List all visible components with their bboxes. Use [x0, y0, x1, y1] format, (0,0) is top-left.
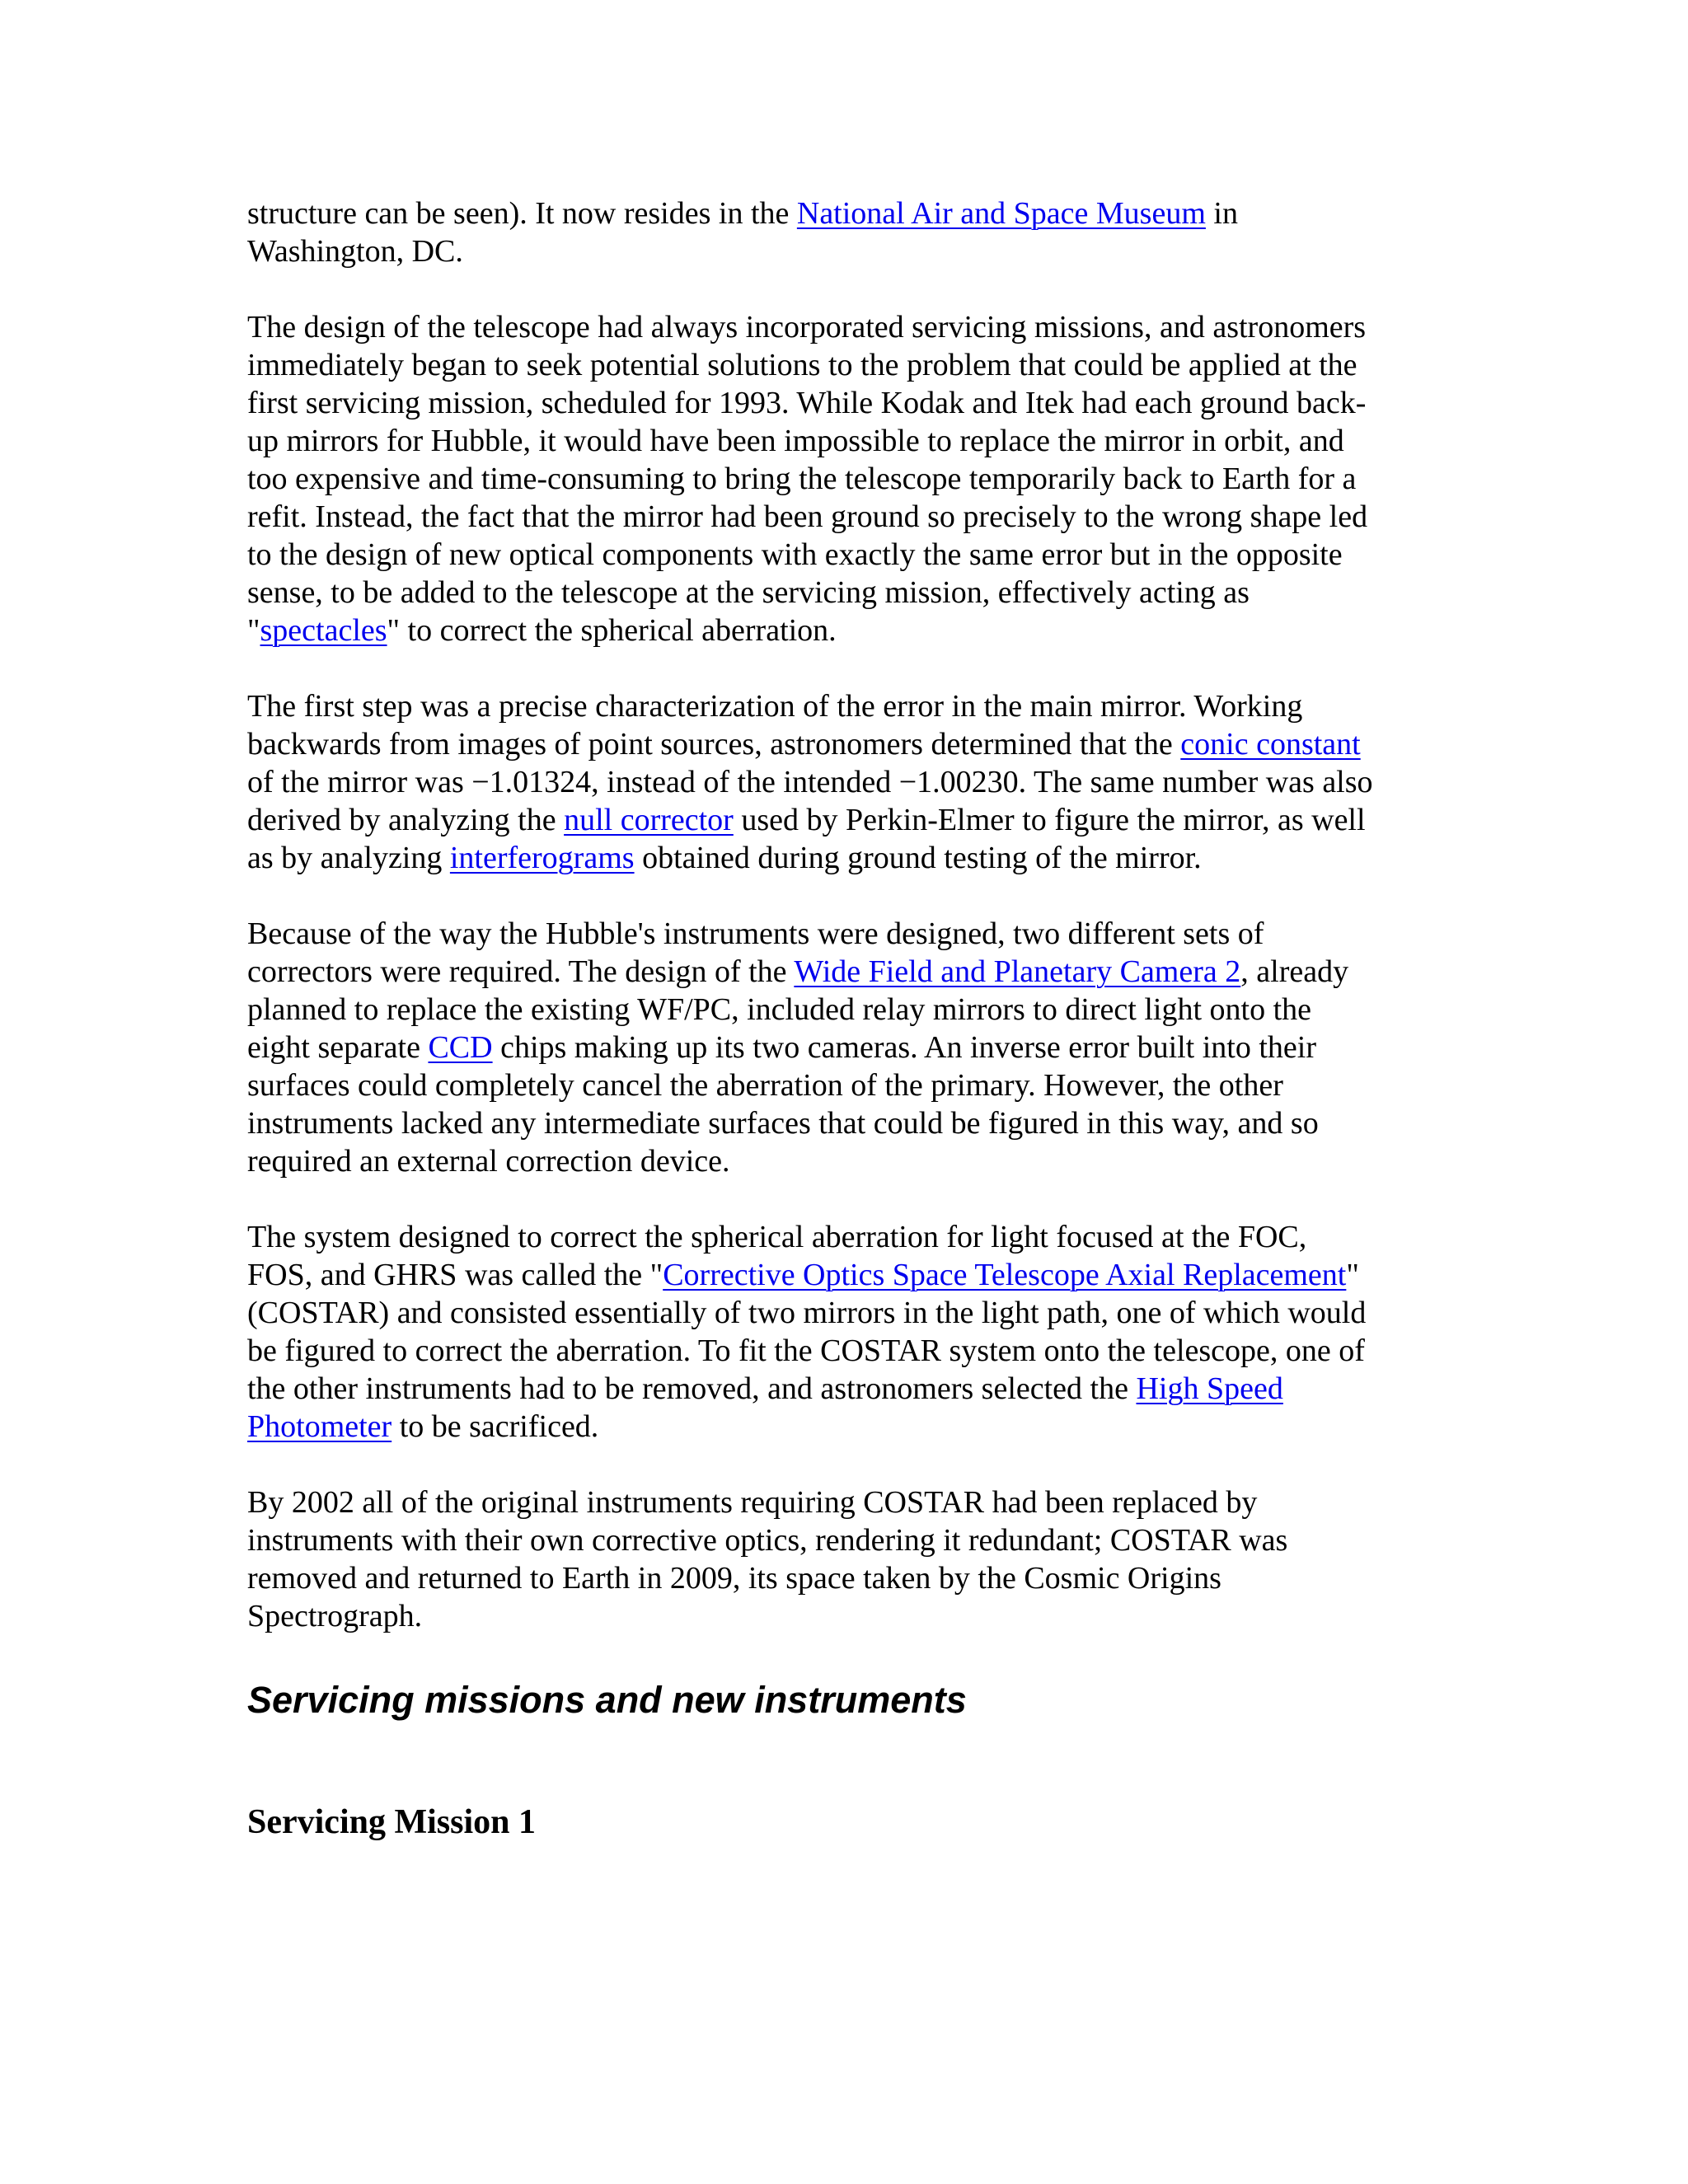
link-costar[interactable]: Corrective Optics Space Telescope Axial Replacement	[663, 1258, 1347, 1292]
text-line: structure can be seen). It now resides in the National Air and Space Museum in	[247, 196, 1238, 231]
text-line: instruments lacked any intermediate surfaces that could be figured in this way, and so	[247, 1106, 1319, 1141]
paragraph-costar	[247, 1218, 1451, 1446]
text-line: The system designed to correct the spherical aberration for light focused at the FOC,	[247, 1220, 1307, 1254]
link-ccd[interactable]: CCD	[428, 1030, 493, 1065]
link-interferograms[interactable]: interferograms	[449, 841, 635, 875]
text-line: required an external correction device.	[247, 1144, 730, 1179]
link-national-air-and-space-museum[interactable]: National Air and Space Museum	[796, 196, 1206, 231]
text-line: correctors were required. The design of the Wide Field and Planetary Camera 2, already	[247, 954, 1349, 989]
text-line: (COSTAR) and consisted essentially of two mirrors in the light path, one of which would	[247, 1296, 1367, 1330]
text-line: first servicing mission, scheduled for 1993. While Kodak and Itek had each ground back-	[247, 386, 1367, 420]
text-line: The design of the telescope had always incorporated servicing missions, and astronomers	[247, 310, 1367, 344]
link-wide-field-planetary-camera-2[interactable]: Wide Field and Planetary Camera 2	[794, 954, 1241, 989]
text-line: Washington, DC.	[247, 234, 463, 269]
text-line: refit. Instead, the fact that the mirror had been ground so precisely to the wrong shape led	[247, 499, 1368, 534]
text-line: Photometer to be sacrificed.	[247, 1409, 599, 1444]
section-heading: Servicing missions and new instruments	[247, 1679, 967, 1721]
text-line: immediately began to seek potential solutions to the problem that could be applied at the	[247, 348, 1357, 382]
text-line: instruments with their own corrective optics, rendering it redundant; COSTAR was	[247, 1523, 1288, 1558]
link-high-speed-photometer-continued[interactable]: Photometer	[247, 1409, 392, 1444]
paragraph-characterization	[247, 687, 1451, 877]
text-line: The first step was a precise characterization of the error in the main mirror. Working	[247, 689, 1303, 724]
text-line: By 2002 all of the original instruments requiring COSTAR had been replaced by	[247, 1485, 1258, 1520]
text-line: FOS, and GHRS was called the "Corrective Optics Space Telescope Axial Replacement"	[247, 1258, 1359, 1292]
text-line: as by analyzing interferograms obtained during ground testing of the mirror.	[247, 841, 1202, 875]
text-line: too expensive and time-consuming to bring the telescope temporarily back to Earth for a	[247, 462, 1357, 496]
subsection-heading: Servicing Mission 1	[247, 1803, 537, 1841]
paragraph-correctors	[247, 915, 1451, 1180]
text-line: "spectacles" to correct the spherical aberration.	[247, 613, 837, 648]
link-conic-constant[interactable]: conic constant	[1180, 727, 1361, 762]
document-page	[247, 194, 1451, 1841]
text-line: the other instruments had to be removed, and astronomers selected the High Speed	[247, 1371, 1283, 1406]
paragraph-costar-removed	[247, 1483, 1451, 1635]
text-line: Because of the way the Hubble's instruments were designed, two different sets of	[247, 916, 1264, 951]
text-line: sense, to be added to the telescope at the servicing mission, effectively acting as	[247, 575, 1250, 610]
text-line: backwards from images of point sources, astronomers determined that the conic constant	[247, 727, 1361, 762]
text-line: derived by analyzing the null corrector used by Perkin-Elmer to figure the mirror, as well	[247, 803, 1366, 837]
link-high-speed-photometer[interactable]: High Speed	[1136, 1371, 1283, 1406]
text-line: planned to replace the existing WF/PC, included relay mirrors to direct light onto the	[247, 992, 1311, 1027]
link-spectacles[interactable]: spectacles	[260, 613, 387, 648]
paragraph-design-servicing	[247, 308, 1451, 649]
link-null-corrector[interactable]: null corrector	[564, 803, 734, 837]
text-line: removed and returned to Earth in 2009, its space taken by the Cosmic Origins	[247, 1561, 1221, 1596]
text-line: be figured to correct the aberration. To fit the COSTAR system onto the telescope, one of	[247, 1333, 1365, 1368]
text-line: surfaces could completely cancel the aberration of the primary. However, the other	[247, 1068, 1283, 1103]
text-line: up mirrors for Hubble, it would have been impossible to replace the mirror in orbit, and	[247, 424, 1344, 458]
text-line: to the design of new optical components with exactly the same error but in the opposite	[247, 537, 1343, 572]
text-line: eight separate CCD chips making up its two cameras. An inverse error built into their	[247, 1030, 1316, 1065]
text-line: Spectrograph.	[247, 1599, 423, 1633]
paragraph-museum	[247, 194, 1451, 270]
text-line: of the mirror was −1.01324, instead of the intended −1.00230. The same number was also	[247, 765, 1373, 799]
